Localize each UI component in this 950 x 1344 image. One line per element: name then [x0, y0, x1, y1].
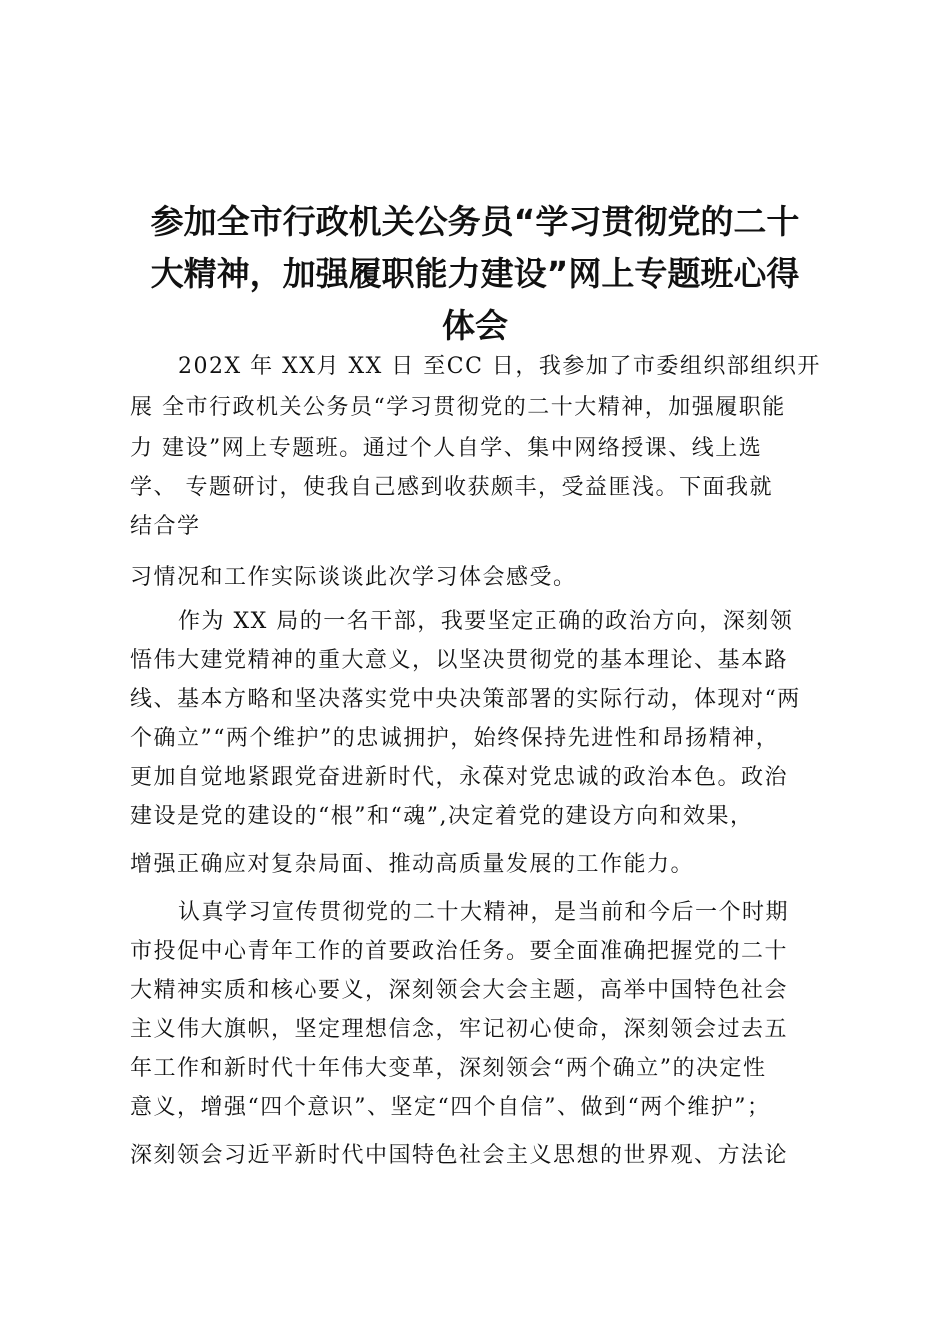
- paragraph-line: 结合学: [130, 514, 201, 539]
- paragraph-line: 习情况和工作实际谈谈此次学习体会感受。: [130, 565, 577, 590]
- paragraph-line: 个确立”“两个维护”的忠诚拥护，始终保持先进性和昂扬精神，: [130, 726, 780, 751]
- paragraph-line: 202X 年 XX月 XX 日 至CC 日，我参加了市委组织部组织开: [178, 354, 821, 379]
- document-title: [110, 196, 840, 352]
- paragraph-line: 深刻领会习近平新时代中国特色社会主义思想的世界观、方法论: [130, 1143, 789, 1168]
- paragraph-line: 市投促中心青年工作的首要政治任务。要全面准确把握党的二十: [130, 939, 789, 964]
- paragraph-line: 作为 XX 局的一名干部，我要坚定正确的政治方向，深刻领: [178, 609, 794, 634]
- paragraph-line: 认真学习宣传贯彻党的二十大精神，是当前和今后一个时期: [178, 900, 790, 925]
- paragraph-line: 增强正确应对复杂局面、推动高质量发展的工作能力。: [130, 852, 695, 877]
- paragraph-line: 年工作和新时代十年伟大变革，深刻领会“两个确立”的决定性: [130, 1056, 767, 1081]
- paragraph-line: 悟伟大建党精神的重大意义，以坚决贯彻党的基本理论、基本路: [130, 648, 789, 673]
- paragraph-line: 力 建设”网上专题班。通过个人自学、集中网络授课、线上选: [130, 436, 763, 461]
- title-line-2: 大精神，加强履职能力建设”网上专题班心得: [150, 254, 800, 293]
- paragraph-line: 更加自觉地紧跟党奋进新时代，永葆对党忠诚的政治本色。政治: [130, 765, 789, 790]
- paragraph-line: 建设是党的建设的“根”和“魂”,决定着党的建设方向和效果，: [130, 804, 754, 829]
- title-line-1: 参加全市行政机关公务员“学习贯彻党的二十: [150, 202, 800, 241]
- paragraph-line: 大精神实质和核心要义，深刻领会大会主题，高举中国特色社会: [130, 978, 789, 1003]
- paragraph-line: 学、 专题研讨，使我自己感到收获颇丰，受益匪浅。下面我就: [130, 475, 773, 500]
- paragraph-line: 线、基本方略和坚决落实党中央决策部署的实际行动，体现对“两: [130, 687, 801, 712]
- paragraph-line: 意义，增强“四个意识”、坚定“四个自信”、做到“两个维护”；: [130, 1095, 771, 1120]
- title-line-3: 体会: [442, 306, 508, 345]
- paragraph-line: 展 全市行政机关公务员“学习贯彻党的二十大精神，加强履职能: [130, 395, 786, 420]
- paragraph-line: 主义伟大旗帜，坚定理想信念，牢记初心使命，深刻领会过去五: [130, 1017, 789, 1042]
